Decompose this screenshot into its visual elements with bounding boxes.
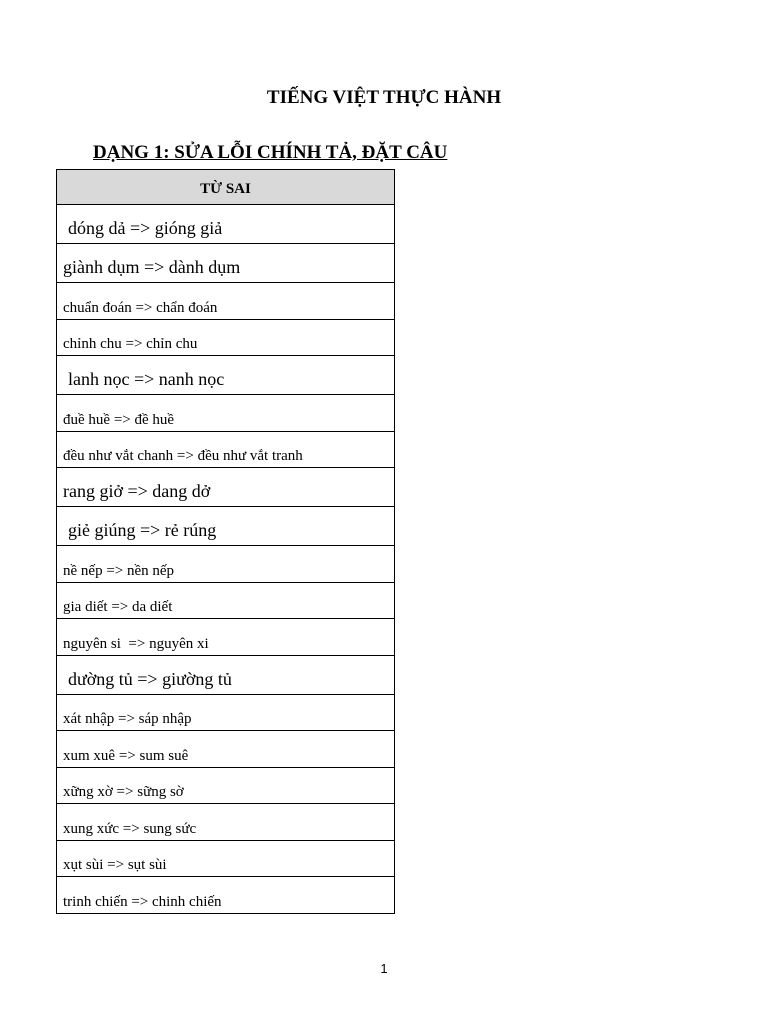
table-cell: giẻ giúng => rẻ rúng (57, 507, 395, 546)
correction-table-container (56, 169, 395, 914)
table-cell: dóng dả => gióng giả (57, 205, 395, 244)
document-title: TIẾNG VIỆT THỰC HÀNH (266, 87, 502, 108)
section-heading: DẠNG 1: SỬA LỖI CHÍNH TẢ, ĐẶT CÂU (93, 142, 448, 163)
table-row (57, 655, 395, 694)
table-row (57, 877, 395, 914)
table-cell: xát nhập => sáp nhập (57, 694, 395, 731)
table-row (57, 767, 395, 804)
table-row (57, 840, 395, 877)
table-row (57, 319, 395, 356)
table-cell: chỉnh chu => chỉn chu (57, 319, 395, 356)
table-row (57, 356, 395, 395)
table-cell: chuẩn đoán => chẩn đoán (57, 283, 395, 320)
table-cell: lanh nọc => nanh nọc (57, 356, 395, 395)
table-cell: rang giở => dang dở (57, 468, 395, 507)
table-header-row (57, 170, 395, 205)
table-cell: nguyên si => nguyên xi (57, 619, 395, 656)
table-cell: nề nếp => nền nếp (57, 546, 395, 583)
column-header-tu-sai: TỪ SAI (57, 170, 395, 205)
table-row (57, 507, 395, 546)
table-row (57, 694, 395, 731)
table-cell: dường tủ => giường tủ (57, 655, 395, 694)
table-cell: đều như vắt chanh => đều như vắt tranh (57, 431, 395, 468)
table-cell: giành dụm => dành dụm (57, 244, 395, 283)
table-row (57, 395, 395, 432)
table-cell: gia diết => da diết (57, 582, 395, 619)
table-row (57, 619, 395, 656)
correction-table (56, 169, 395, 914)
table-row (57, 283, 395, 320)
table-row (57, 731, 395, 768)
table-cell: đuề huề => đề huề (57, 395, 395, 432)
table-row (57, 468, 395, 507)
table-row (57, 546, 395, 583)
table-cell: xững xờ => sững sờ (57, 767, 395, 804)
page-number: 1 (380, 961, 388, 976)
table-row (57, 205, 395, 244)
table-row (57, 582, 395, 619)
table-row (57, 244, 395, 283)
table-row (57, 431, 395, 468)
table-row (57, 804, 395, 841)
table-cell: xụt sùi => sụt sùi (57, 840, 395, 877)
table-cell: xum xuê => sum suê (57, 731, 395, 768)
table-cell: xung xức => sung sức (57, 804, 395, 841)
table-cell: trinh chiến => chinh chiến (57, 877, 395, 914)
